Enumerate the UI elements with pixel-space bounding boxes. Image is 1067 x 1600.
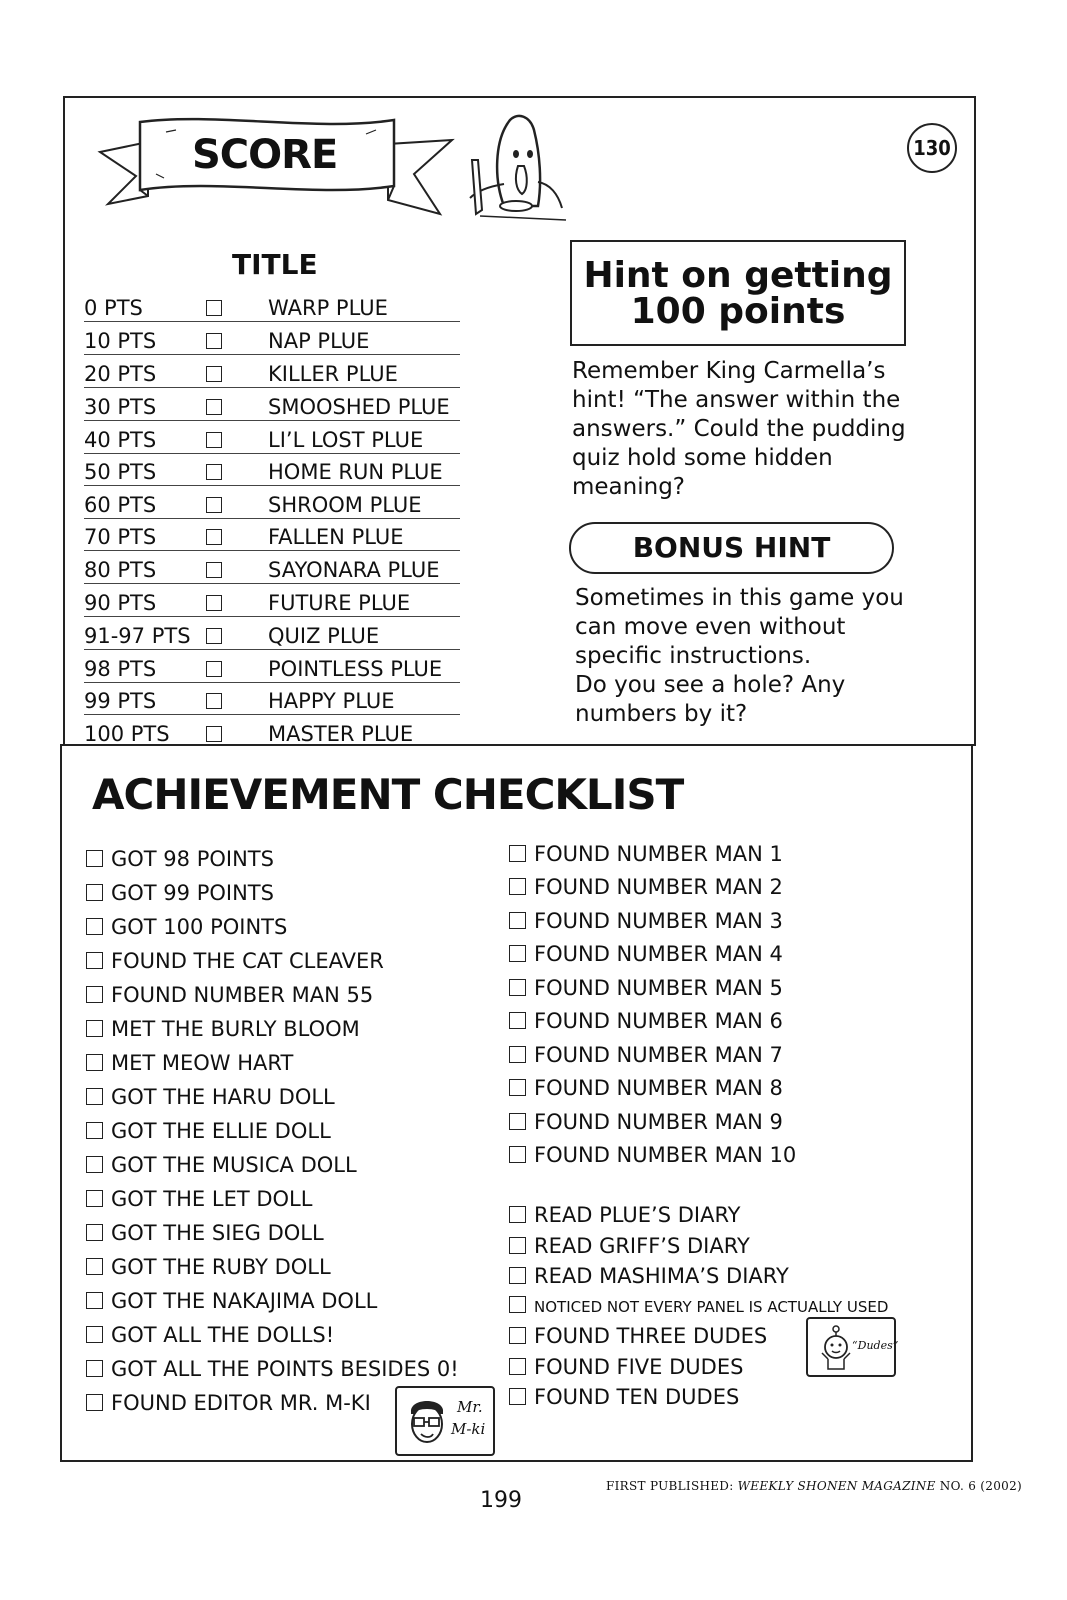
checklist-label: MET MEOW HART	[111, 1051, 294, 1075]
checklist-label: GOT THE NAKAJIMA DOLL	[111, 1289, 378, 1313]
score-row	[84, 353, 460, 386]
checkbox[interactable]	[509, 845, 526, 862]
checklist-label: FOUND NUMBER MAN 8	[534, 1076, 783, 1100]
checklist-item	[86, 1051, 293, 1075]
checkbox[interactable]	[509, 1012, 526, 1029]
title-column-header: TITLE	[232, 248, 318, 281]
score-row	[84, 451, 460, 484]
checklist-label: FOUND NUMBER MAN 3	[534, 909, 783, 933]
checklist-item	[86, 1289, 377, 1313]
checklist-item	[509, 1076, 783, 1100]
checkbox[interactable]	[509, 1206, 526, 1223]
checklist-label: FOUND NUMBER MAN 6	[534, 1009, 783, 1033]
checklist-label: FOUND TEN DUDES	[534, 1385, 740, 1409]
checklist-label: GOT ALL THE POINTS BESIDES 0!	[111, 1357, 459, 1381]
hint-title-line2: 100 points	[630, 291, 846, 332]
checklist-label: NOTICED NOT EVERY PANEL IS ACTUALLY USED	[534, 1298, 889, 1316]
score-pts: 91-97 PTS	[84, 624, 191, 648]
score-title: SCORE	[192, 132, 338, 178]
checkbox[interactable]	[86, 1224, 103, 1241]
score-pts: 30 PTS	[84, 395, 157, 419]
mr-mki-sticker	[395, 1386, 495, 1456]
checklist-item	[509, 1324, 767, 1348]
checklist-item	[509, 1385, 739, 1409]
score-row	[84, 615, 460, 648]
checkbox[interactable]	[86, 918, 103, 935]
score-row	[84, 549, 460, 582]
checklist-label: READ GRIFF’S DIARY	[534, 1234, 750, 1258]
checklist-label: GOT THE RUBY DOLL	[111, 1255, 331, 1279]
hint-title-line1: Hint on getting	[583, 255, 893, 296]
score-row	[84, 287, 460, 320]
checklist-item	[86, 847, 274, 871]
score-title-name: POINTLESS PLUE	[268, 657, 443, 681]
score-checkbox[interactable]	[206, 464, 222, 480]
checklist-label: GOT THE ELLIE DOLL	[111, 1119, 331, 1143]
score-pts: 80 PTS	[84, 558, 157, 582]
checkbox[interactable]	[86, 850, 103, 867]
score-title-name: SAYONARA PLUE	[268, 558, 440, 582]
checklist-label: GOT 99 POINTS	[111, 881, 274, 905]
score-row	[84, 648, 460, 681]
score-pts: 70 PTS	[84, 525, 157, 549]
score-checkbox[interactable]	[206, 399, 222, 415]
sticker-dudes-label: “Dudes”	[852, 1339, 899, 1352]
score-title-name: WARP PLUE	[268, 296, 388, 320]
checklist-label: GOT THE LET DOLL	[111, 1187, 313, 1211]
checklist-label: READ PLUE’S DIARY	[534, 1203, 741, 1227]
score-title-name: FUTURE PLUE	[268, 591, 411, 615]
checklist-item	[86, 983, 373, 1007]
checkbox[interactable]	[86, 884, 103, 901]
checklist-item	[509, 1203, 741, 1227]
score-row	[84, 320, 460, 353]
score-checkbox[interactable]	[206, 628, 222, 644]
checklist-item	[86, 1391, 371, 1415]
checkbox[interactable]	[86, 1190, 103, 1207]
checklist-item	[86, 915, 287, 939]
dudes-sticker	[806, 1317, 899, 1377]
checklist-label: FOUND THREE DUDES	[534, 1324, 768, 1348]
checklist-item	[509, 1355, 743, 1379]
checklist-item	[86, 881, 274, 905]
checklist-item	[86, 1323, 334, 1347]
checklist-item	[86, 949, 384, 973]
credit-prefix: FIRST PUBLISHED:	[606, 1479, 738, 1493]
checkbox[interactable]	[509, 1388, 526, 1405]
score-title-name: HOME RUN PLUE	[268, 460, 443, 484]
score-checkbox[interactable]	[206, 497, 222, 513]
checklist-item	[509, 942, 783, 966]
checkbox[interactable]	[509, 1267, 526, 1284]
checkbox[interactable]	[509, 1079, 526, 1096]
score-row	[84, 582, 460, 615]
checklist-item	[86, 1187, 312, 1211]
score-checkbox[interactable]	[206, 693, 222, 709]
score-pts: 20 PTS	[84, 362, 157, 386]
checklist-item	[509, 976, 783, 1000]
checklist-label: FOUND NUMBER MAN 4	[534, 942, 783, 966]
credit-magazine: WEEKLY SHONEN MAGAZINE	[737, 1479, 936, 1493]
score-row	[84, 419, 460, 452]
score-checkbox[interactable]	[206, 300, 222, 316]
score-pts: 98 PTS	[84, 657, 157, 681]
score-row	[84, 680, 460, 713]
score-checkbox[interactable]	[206, 595, 222, 611]
checklist-title: ACHIEVEMENT CHECKLIST	[92, 770, 684, 819]
checklist-item	[86, 1017, 360, 1041]
checklist-item	[509, 1043, 783, 1067]
score-pts: 50 PTS	[84, 460, 157, 484]
checklist-label: GOT 98 POINTS	[111, 847, 274, 871]
credit-suffix: NO. 6 (2002)	[935, 1479, 1023, 1493]
checkbox[interactable]	[86, 1088, 103, 1105]
checkbox[interactable]	[86, 1156, 103, 1173]
checkbox[interactable]	[86, 1360, 103, 1377]
page-number: 199	[480, 1488, 522, 1513]
checkbox[interactable]	[86, 1122, 103, 1139]
score-row	[84, 484, 460, 517]
checklist-label: FOUND NUMBER MAN 7	[534, 1043, 783, 1067]
checklist-item	[86, 1085, 335, 1109]
score-checkbox[interactable]	[206, 333, 222, 349]
score-pts: 100 PTS	[84, 722, 170, 746]
checkbox[interactable]	[509, 878, 526, 895]
score-title-name: HAPPY PLUE	[268, 689, 395, 713]
score-pts: 99 PTS	[84, 689, 157, 713]
dude-figure-icon	[816, 1323, 856, 1375]
score-title-name: KILLER PLUE	[268, 362, 398, 386]
score-pts: 90 PTS	[84, 591, 157, 615]
score-checkbox[interactable]	[206, 529, 222, 545]
checkbox[interactable]	[86, 1394, 103, 1411]
score-checkbox[interactable]	[206, 366, 222, 382]
checklist-item	[509, 875, 783, 899]
score-checkbox[interactable]	[206, 562, 222, 578]
checklist-item	[509, 1264, 789, 1288]
checklist-label: GOT THE HARU DOLL	[111, 1085, 335, 1109]
checklist-label: FOUND EDITOR MR. M-KI	[111, 1391, 371, 1415]
checklist-item	[86, 1221, 324, 1245]
checkbox[interactable]	[86, 1020, 103, 1037]
checkbox[interactable]	[86, 1326, 103, 1343]
checklist-item	[86, 1153, 357, 1177]
checklist-label: FOUND NUMBER MAN 55	[111, 983, 374, 1007]
plue-character-icon	[458, 110, 573, 222]
bonus-hint-title: BONUS HINT	[569, 522, 894, 574]
checkbox[interactable]	[509, 1296, 526, 1313]
checkbox[interactable]	[86, 1054, 103, 1071]
checkbox[interactable]	[509, 1327, 526, 1344]
checklist-label: GOT ALL THE DOLLS!	[111, 1323, 335, 1347]
checklist-item	[86, 1119, 331, 1143]
checkbox[interactable]	[509, 1146, 526, 1163]
score-pts: 40 PTS	[84, 428, 157, 452]
checklist-label: FOUND THE CAT CLEAVER	[111, 949, 384, 973]
checklist-label: GOT 100 POINTS	[111, 915, 288, 939]
checkbox[interactable]	[509, 1237, 526, 1254]
checklist-item	[509, 909, 783, 933]
checklist-label: READ MASHIMA’S DIARY	[534, 1264, 789, 1288]
score-title-name: SHROOM PLUE	[268, 493, 422, 517]
checklist-label: FOUND FIVE DUDES	[534, 1355, 744, 1379]
bonus-hint-text	[575, 584, 915, 729]
bonus-text-line1: Sometimes in this game you can move even without specific instructions.	[575, 585, 904, 669]
checklist-item	[86, 1357, 459, 1381]
checklist-label: FOUND NUMBER MAN 9	[534, 1110, 783, 1134]
publication-credit	[606, 1479, 1022, 1493]
checklist-label: FOUND NUMBER MAN 10	[534, 1143, 797, 1167]
score-row	[84, 713, 460, 746]
bonus-text-line2: Do you see a hole? Any numbers by it?	[575, 672, 846, 727]
checkbox[interactable]	[509, 945, 526, 962]
checkbox[interactable]	[509, 1113, 526, 1130]
checklist-item	[509, 1143, 796, 1167]
checklist-item	[509, 1295, 888, 1319]
page-badge: 130	[907, 123, 957, 173]
score-checkbox[interactable]	[206, 661, 222, 677]
checklist-label: FOUND NUMBER MAN 1	[534, 842, 783, 866]
hint-title-box	[570, 240, 906, 346]
score-title-name: MASTER PLUE	[268, 722, 414, 746]
score-row	[84, 516, 460, 549]
checkbox[interactable]	[509, 1358, 526, 1375]
score-title-name: QUIZ PLUE	[268, 624, 380, 648]
checklist-item	[509, 842, 783, 866]
checklist-label: MET THE BURLY BLOOM	[111, 1017, 360, 1041]
score-pts: 60 PTS	[84, 493, 157, 517]
score-pts: 0 PTS	[84, 296, 143, 320]
checklist-label: GOT THE MUSICA DOLL	[111, 1153, 357, 1177]
checkbox[interactable]	[86, 1292, 103, 1309]
checkbox[interactable]	[509, 979, 526, 996]
checkbox[interactable]	[86, 1258, 103, 1275]
checkbox[interactable]	[509, 1046, 526, 1063]
checklist-item	[86, 1255, 331, 1279]
checklist-item	[509, 1009, 783, 1033]
sticker-mki-line2: M-ki	[451, 1420, 486, 1438]
sticker-mki-line1: Mr.	[457, 1398, 483, 1416]
score-pts: 10 PTS	[84, 329, 157, 353]
checklist-label: GOT THE SIEG DOLL	[111, 1221, 324, 1245]
score-title-name: NAP PLUE	[268, 329, 370, 353]
checklist-item	[509, 1234, 750, 1258]
mr-mki-face-icon	[405, 1396, 449, 1448]
checklist-item	[509, 1110, 783, 1134]
score-checkbox[interactable]	[206, 726, 222, 742]
checkbox[interactable]	[86, 952, 103, 969]
checkbox[interactable]	[86, 986, 103, 1003]
score-title-name: FALLEN PLUE	[268, 525, 404, 549]
checkbox[interactable]	[509, 912, 526, 929]
hint-text: Remember King Carmella’s hint! “The answer within the answers.” Could the pudding quiz hold some hidden meaning?	[572, 358, 906, 500]
score-row	[84, 386, 460, 419]
score-checkbox[interactable]	[206, 432, 222, 448]
score-title-name: LI’L LOST PLUE	[268, 428, 424, 452]
score-title-name: SMOOSHED PLUE	[268, 395, 450, 419]
checklist-label: FOUND NUMBER MAN 2	[534, 875, 783, 899]
checklist-label: FOUND NUMBER MAN 5	[534, 976, 783, 1000]
